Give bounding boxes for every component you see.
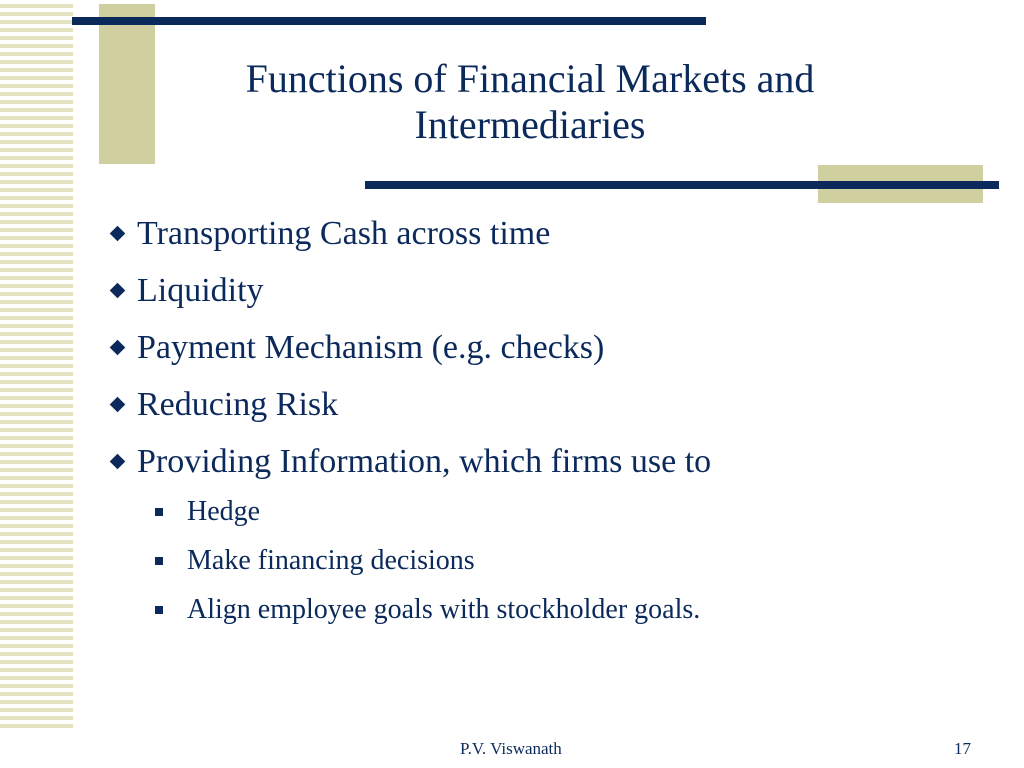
subbullet-item bbox=[155, 487, 975, 536]
diamond-bullet-icon bbox=[110, 397, 126, 413]
bullet-item bbox=[108, 262, 988, 319]
decorative-bottom-bar bbox=[365, 181, 999, 189]
diamond-bullet-icon bbox=[110, 454, 126, 470]
bullet-text: Payment Mechanism (e.g. checks) bbox=[137, 328, 605, 366]
subbullet-text: Make financing decisions bbox=[187, 544, 475, 576]
bullet-item bbox=[108, 319, 988, 376]
subbullet-text: Align employee goals with stockholder goals. bbox=[187, 593, 701, 625]
slide-title: Functions of Financial Markets and Intermediaries bbox=[245, 56, 815, 147]
subbullet-list bbox=[155, 487, 975, 634]
square-bullet-icon bbox=[155, 508, 163, 516]
diamond-bullet-icon bbox=[110, 283, 126, 299]
bullet-text: Providing Information, which firms use to bbox=[137, 442, 712, 480]
bullet-item bbox=[108, 205, 988, 262]
footer-page-number: 17 bbox=[954, 739, 971, 758]
subbullet-item bbox=[155, 536, 975, 585]
decorative-stripes bbox=[0, 0, 73, 730]
bullet-list bbox=[108, 205, 988, 490]
footer-author: P.V. Viswanath bbox=[460, 739, 562, 758]
bullet-item bbox=[108, 433, 988, 490]
subbullet-item bbox=[155, 585, 975, 634]
bullet-text: Reducing Risk bbox=[137, 385, 339, 423]
bullet-text: Transporting Cash across time bbox=[137, 214, 551, 252]
diamond-bullet-icon bbox=[110, 226, 126, 242]
bullet-item bbox=[108, 376, 988, 433]
square-bullet-icon bbox=[155, 557, 163, 565]
decorative-tan-block-left bbox=[99, 4, 155, 164]
diamond-bullet-icon bbox=[110, 340, 126, 356]
square-bullet-icon bbox=[155, 606, 163, 614]
subbullet-text: Hedge bbox=[187, 495, 261, 527]
decorative-top-bar bbox=[72, 17, 706, 25]
bullet-text: Liquidity bbox=[137, 271, 264, 309]
